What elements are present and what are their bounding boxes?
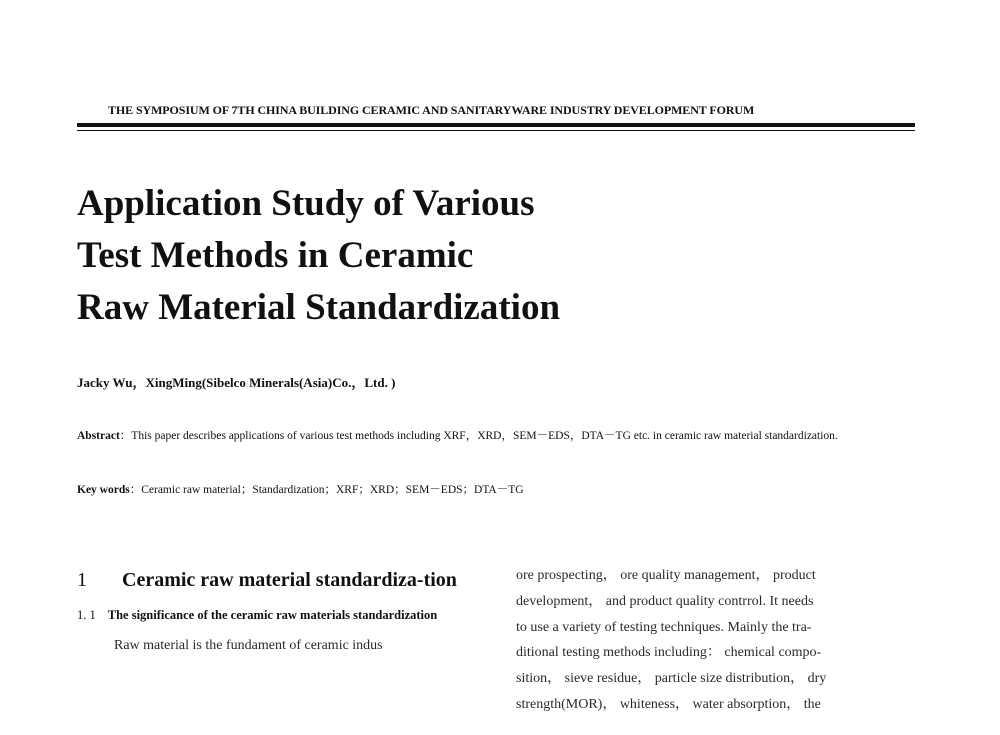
- paper-title: [77, 178, 777, 334]
- body-paragraph-left: Raw material is the fundament of ceramic indus: [114, 638, 383, 653]
- abstract-text: ：This paper describes applications of various test methods including XRF，XRD，SEM－EDS，DTA－TG etc. in ceramic raw material standardization.: [119, 430, 838, 442]
- right-column-line-1: ore prospecting， ore quality management， product: [516, 568, 816, 583]
- abstract: [77, 425, 919, 448]
- title-line-2: Test Methods in Ceramic: [77, 235, 474, 276]
- header-rule-thin: [77, 130, 915, 131]
- right-column-line-2: development， and product quality contrrol. It needs: [516, 593, 814, 609]
- title-line-3: Raw Material Standardization: [77, 287, 561, 328]
- section-1-number: 1: [77, 569, 87, 591]
- title-line-1: Application Study of Various: [77, 183, 535, 224]
- left-column: [77, 564, 485, 658]
- authors: Jacky Wu，XingMing(Sibelco Minerals(Asia)Co.，Ltd. ): [77, 375, 396, 390]
- right-column-line-3: to use a variety of testing techniques. Mainly the tra-: [516, 619, 812, 635]
- right-column-line-4: ditional testing methods including： chemical compo-: [516, 645, 822, 661]
- keywords-label: Key words: [77, 484, 130, 496]
- right-column-line-5: sition， sieve residue， particle size distribution， dry: [516, 671, 827, 687]
- keywords-text: ：Ceramic raw material；Standardization；XRF；XRD；SEM－EDS；DTA－TG: [129, 484, 524, 496]
- right-column-line-6: strength(MOR)， whiteness， water absorption， the: [516, 696, 821, 712]
- section-1-title: Ceramic raw material standardiza-tion: [122, 569, 457, 591]
- subsection-1-1-title: The significance of the ceramic raw materials standardization: [107, 608, 438, 622]
- running-header: THE SYMPOSIUM OF 7TH CHINA BUILDING CERAMIC AND SANITARYWARE INDUSTRY DEVELOPMENT FORUM: [108, 103, 755, 117]
- subsection-1-1-heading: [77, 603, 485, 628]
- keywords: [77, 481, 524, 497]
- section-1-heading: [77, 564, 485, 597]
- right-column: [516, 563, 920, 718]
- abstract-label: Abstract: [77, 430, 120, 442]
- header-rule-thick: [77, 123, 915, 127]
- subsection-1-1-number: 1. 1: [77, 608, 96, 622]
